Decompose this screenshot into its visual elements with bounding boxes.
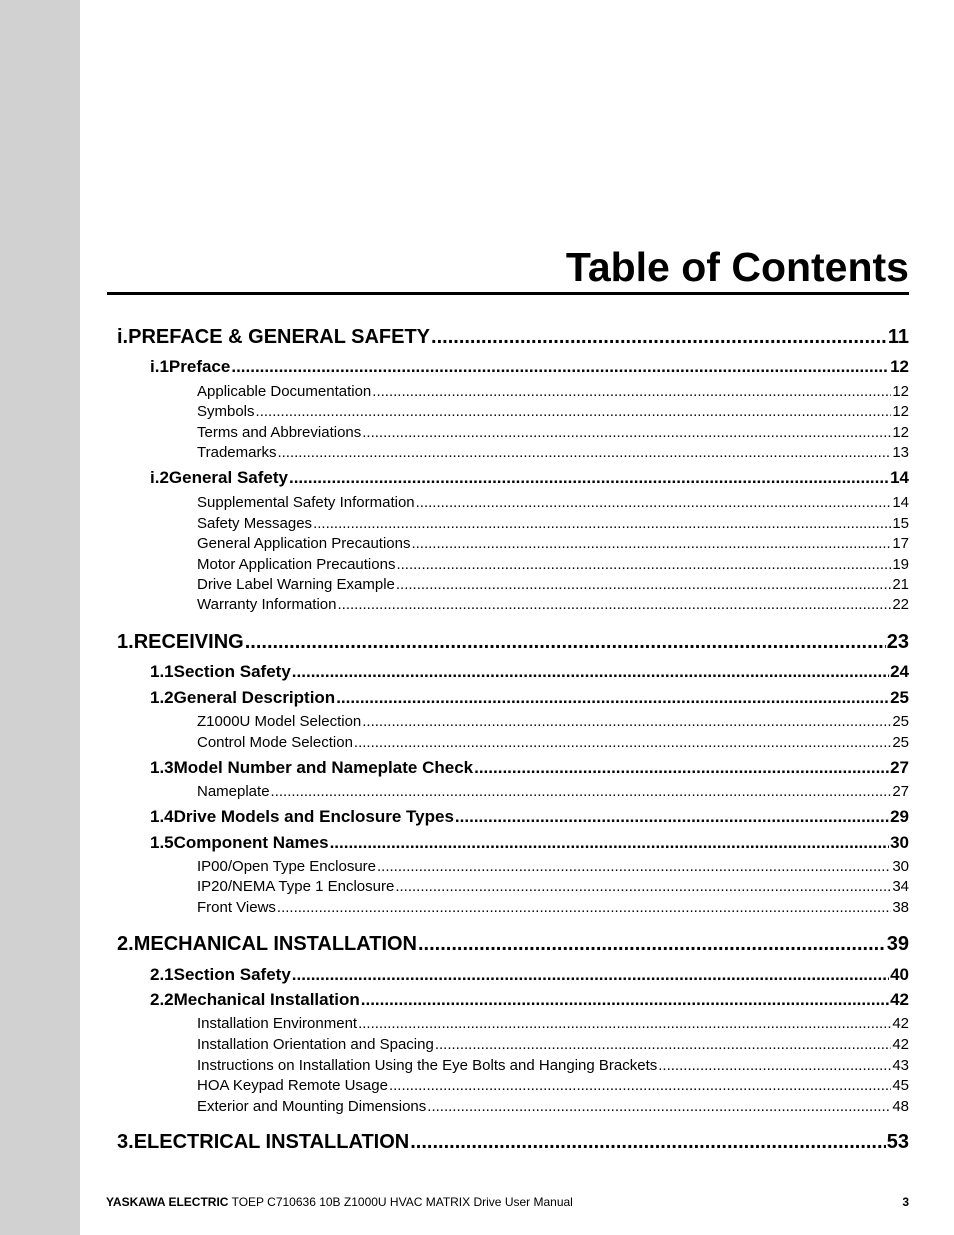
toc-entry-number: 2. xyxy=(117,933,134,955)
toc-entry[interactable] xyxy=(197,858,909,875)
toc-entry-page: 30 xyxy=(892,858,909,875)
toc-leader-dots xyxy=(410,1131,886,1154)
toc-entry-title: RECEIVING xyxy=(133,631,244,653)
toc-entry-page: 42 xyxy=(892,1036,909,1053)
toc-entry-number: 1. xyxy=(117,631,134,653)
page-title: Table of Contents xyxy=(565,244,909,290)
toc-entry[interactable] xyxy=(117,631,909,654)
toc-entry-title: Applicable Documentation xyxy=(197,383,372,400)
toc-entry-title: Supplemental Safety Information xyxy=(197,494,415,511)
toc-leader-dots xyxy=(396,576,891,593)
toc-leader-dots xyxy=(289,468,889,488)
toc-entry[interactable] xyxy=(197,734,909,751)
toc-entry-title: Exterior and Mounting Dimensions xyxy=(197,1098,427,1115)
toc-entry-title: Component Names xyxy=(173,833,329,852)
toc-leader-dots xyxy=(416,494,892,511)
toc-entry-title: IP00/Open Type Enclosure xyxy=(197,858,377,875)
toc-entry-page: 25 xyxy=(892,734,909,751)
toc-entry[interactable] xyxy=(197,383,909,400)
toc-entry-title: Safety Messages xyxy=(197,515,313,532)
toc-entry[interactable] xyxy=(197,1015,909,1032)
toc-entry[interactable] xyxy=(197,403,909,420)
toc-leader-dots xyxy=(330,833,890,853)
toc-entry[interactable] xyxy=(197,494,909,511)
toc-entry-page: 21 xyxy=(892,576,909,593)
toc-leader-dots xyxy=(354,734,891,751)
toc-leader-dots xyxy=(277,444,891,461)
toc-entry[interactable] xyxy=(197,596,909,613)
toc-entry-title: Trademarks xyxy=(197,444,277,461)
toc-entry-title: Mechanical Installation xyxy=(173,990,360,1009)
toc-entry-title: Model Number and Nameplate Check xyxy=(173,758,474,777)
toc-entry-page: 19 xyxy=(892,556,909,573)
toc-entry-page: 25 xyxy=(890,688,909,707)
toc-leader-dots xyxy=(455,807,889,827)
toc-entry-title: Section Safety xyxy=(173,662,291,681)
toc-leader-dots xyxy=(372,383,891,400)
footer-text: TOEP C710636 10B Z1000U HVAC MATRIX Drive User Manual xyxy=(231,1195,573,1209)
toc-entry-title: Terms and Abbreviations xyxy=(197,424,362,441)
toc-entry-title: General Safety xyxy=(168,468,288,487)
toc-entry-page: 25 xyxy=(892,713,909,730)
toc-entry-number: i.1 xyxy=(150,357,169,376)
toc-entry-title: MECHANICAL INSTALLATION xyxy=(133,933,417,955)
toc-entry-title: Installation Orientation and Spacing xyxy=(197,1036,434,1053)
toc-entry[interactable] xyxy=(197,556,909,573)
toc-entry[interactable] xyxy=(197,444,909,461)
toc-entry-page: 12 xyxy=(892,424,909,441)
toc-entry-title: Control Mode Selection xyxy=(197,734,353,751)
toc-entry-page: 27 xyxy=(890,758,909,777)
toc-entry-title: Front Views xyxy=(197,899,276,916)
toc-entry-page: 42 xyxy=(890,990,909,1009)
toc-entry-page: 13 xyxy=(892,444,909,461)
toc-entry[interactable] xyxy=(197,515,909,532)
toc-leader-dots xyxy=(396,556,891,573)
toc-entry[interactable] xyxy=(117,1131,909,1154)
toc-entry[interactable] xyxy=(197,1036,909,1053)
toc-entry-page: 24 xyxy=(890,662,909,681)
toc-leader-dots xyxy=(292,662,889,682)
toc-entry-page: 48 xyxy=(892,1098,909,1115)
toc-entry-page: 17 xyxy=(892,535,909,552)
toc-leader-dots xyxy=(377,858,891,875)
toc-entry-number: i.2 xyxy=(150,468,169,487)
toc-entry-title: Warranty Information xyxy=(197,596,337,613)
page-number: 3 xyxy=(902,1195,909,1209)
toc-entry[interactable] xyxy=(197,576,909,593)
toc-entry-number: 1.3 xyxy=(150,758,174,777)
footer xyxy=(106,1195,573,1209)
toc-entry-page: 12 xyxy=(890,357,909,376)
toc-leader-dots xyxy=(277,899,891,916)
toc-entry-page: 14 xyxy=(890,468,909,487)
toc-entry-page: 30 xyxy=(890,833,909,852)
toc-entry[interactable] xyxy=(197,535,909,552)
toc-entry-page: 11 xyxy=(887,326,909,348)
toc-entry[interactable] xyxy=(150,688,909,708)
toc-entry-title: Installation Environment xyxy=(197,1015,358,1032)
toc-leader-dots xyxy=(411,535,891,552)
toc-entry-page: 39 xyxy=(886,933,909,955)
toc-entry-title: Drive Label Warning Example xyxy=(197,576,395,593)
toc-entry-number: 2.2 xyxy=(150,990,174,1009)
toc-entry[interactable] xyxy=(150,990,909,1010)
toc-entry-page: 42 xyxy=(892,1015,909,1032)
toc-entry[interactable] xyxy=(150,758,909,778)
toc-entry-page: 15 xyxy=(892,515,909,532)
toc-entry[interactable] xyxy=(150,807,909,827)
toc-entry[interactable] xyxy=(150,833,909,853)
toc-entry-page: 53 xyxy=(886,1131,909,1153)
toc-entry-number: i. xyxy=(117,326,129,348)
toc-leader-dots xyxy=(313,515,891,532)
toc-entry-page: 40 xyxy=(890,965,909,984)
toc-entry-page: 22 xyxy=(892,596,909,613)
toc-entry[interactable] xyxy=(117,326,909,349)
toc-entry[interactable] xyxy=(197,899,909,916)
toc-entry-title: Drive Models and Enclosure Types xyxy=(173,807,454,826)
toc-entry-number: 3. xyxy=(117,1131,134,1153)
toc-entry-page: 12 xyxy=(892,403,909,420)
toc-entry[interactable] xyxy=(150,965,909,985)
toc-entry-page: 14 xyxy=(892,494,909,511)
toc-entry-title: Preface xyxy=(168,357,231,376)
toc-leader-dots xyxy=(362,424,891,441)
left-margin-bar xyxy=(0,0,80,1235)
toc-entry-number: 1.2 xyxy=(150,688,174,707)
toc-entry[interactable] xyxy=(197,783,909,800)
toc-entry-page: 43 xyxy=(892,1057,909,1074)
toc-entry-title: General Description xyxy=(173,688,336,707)
toc-leader-dots xyxy=(336,688,889,708)
toc-entry-title: IP20/NEMA Type 1 Enclosure xyxy=(197,878,395,895)
toc-entry-title: Section Safety xyxy=(173,965,291,984)
toc-leader-dots xyxy=(435,1036,891,1053)
toc-entry-page: 34 xyxy=(892,878,909,895)
toc-entry[interactable] xyxy=(150,357,909,377)
footer-brand: YASKAWA ELECTRIC xyxy=(106,1195,229,1209)
toc-leader-dots xyxy=(256,403,892,420)
toc-entry-title: Nameplate xyxy=(197,783,270,800)
toc-leader-dots xyxy=(427,1098,891,1115)
toc-leader-dots xyxy=(389,1077,891,1094)
toc-leader-dots xyxy=(338,596,892,613)
toc-entry-number: 2.1 xyxy=(150,965,174,984)
toc-entry-title: PREFACE & GENERAL SAFETY xyxy=(128,326,431,348)
toc-entry[interactable] xyxy=(150,468,909,488)
toc-entry-title: Symbols xyxy=(197,403,255,420)
toc-entry-page: 38 xyxy=(892,899,909,916)
toc-leader-dots xyxy=(292,965,889,985)
toc-entry-title: Motor Application Precautions xyxy=(197,556,396,573)
toc-entry-number: 1.4 xyxy=(150,807,174,826)
toc-entry[interactable] xyxy=(197,713,909,730)
toc-leader-dots xyxy=(658,1057,891,1074)
toc-entry-title: General Application Precautions xyxy=(197,535,411,552)
toc-entry-page: 45 xyxy=(892,1077,909,1094)
toc-leader-dots xyxy=(271,783,892,800)
toc-leader-dots xyxy=(418,933,886,956)
toc-leader-dots xyxy=(245,631,886,654)
toc-leader-dots xyxy=(358,1015,891,1032)
toc-leader-dots xyxy=(361,990,889,1010)
toc-leader-dots xyxy=(362,713,891,730)
toc-entry-title: Instructions on Installation Using the Eye Bolts and Hanging Brackets xyxy=(197,1057,658,1074)
toc-entry[interactable] xyxy=(150,662,909,682)
toc-entry-number: 1.1 xyxy=(150,662,174,681)
toc-leader-dots xyxy=(431,326,887,349)
toc-entry-title: HOA Keypad Remote Usage xyxy=(197,1077,388,1094)
toc-leader-dots xyxy=(231,357,889,377)
toc-entry[interactable] xyxy=(117,933,909,956)
toc-entry[interactable] xyxy=(197,878,909,895)
toc-leader-dots xyxy=(474,758,889,778)
toc-entry[interactable] xyxy=(197,1098,909,1115)
toc-entry[interactable] xyxy=(197,1057,909,1074)
toc-entry-page: 23 xyxy=(886,631,909,653)
toc-entry-page: 27 xyxy=(892,783,909,800)
toc-entry-number: 1.5 xyxy=(150,833,174,852)
toc-entry[interactable] xyxy=(197,1077,909,1094)
toc-leader-dots xyxy=(395,878,891,895)
toc-entry[interactable] xyxy=(197,424,909,441)
toc-entry-title: Z1000U Model Selection xyxy=(197,713,362,730)
title-rule xyxy=(107,292,909,295)
toc-entry-page: 12 xyxy=(892,383,909,400)
toc-entry-title: ELECTRICAL INSTALLATION xyxy=(133,1131,410,1153)
toc-entry-page: 29 xyxy=(890,807,909,826)
